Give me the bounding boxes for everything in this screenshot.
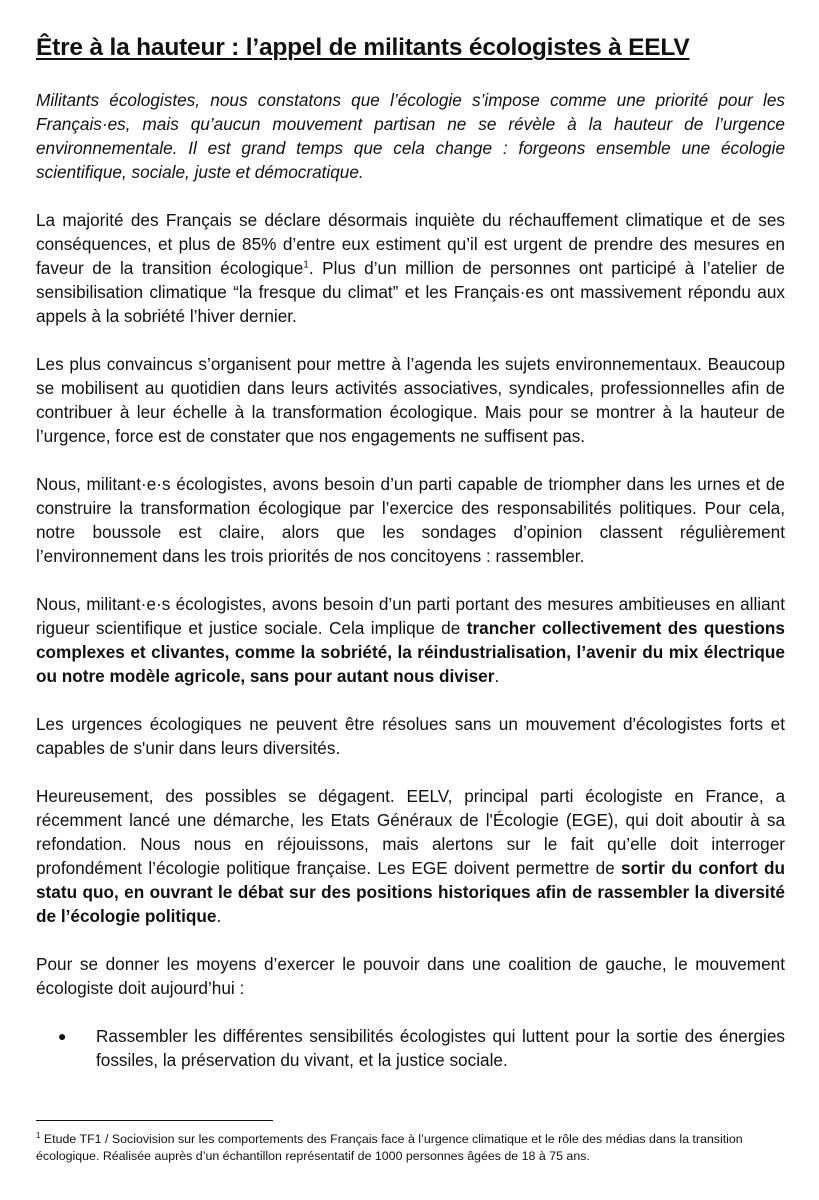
footnote-ref[interactable]: 1 (303, 259, 309, 271)
paragraph-4 (36, 592, 785, 688)
paragraph-2: Les plus convaincus s’organisent pour mettre à l’agenda les sujets environnementaux. Beaucoup se mobilisent au quotidien dans leurs activités associatives, syndicales, professionnelles afin de contribuer à leur échelle à la transformation écologique. Mais pour se montrer à la hauteur de l’urgence, force est de constater que nos engagements ne suffisent pas. (36, 354, 785, 446)
paragraph-1 (36, 208, 785, 328)
list-item (36, 1024, 785, 1072)
paragraph-4-text-a: Nous, militant·e·s écologistes, avons besoin d’un parti portant des mesures ambitieuses en alliant rigueur scientifique et justice sociale. Cela implique de (36, 594, 785, 638)
paragraph-6 (36, 784, 785, 928)
intro-paragraph: Militants écologistes, nous constatons que l’écologie s’impose comme une priorité pour les Français·es, mais qu’aucun mouvement partisan ne se révèle à la hauteur de l’urgence environnementale. Il est grand temps que cela change : forgeons ensemble une écologie scientifique, sociale, juste et démocratique. (36, 90, 785, 182)
paragraph-6-bold: sortir du confort du statu quo, en ouvrant le débat sur des positions historiques afin de rassembler la diversité de l’écologie politique (36, 858, 785, 926)
footnote-number: 1 (36, 1130, 41, 1140)
footnote-text (36, 1131, 785, 1165)
paragraph-4-text-b: . (494, 666, 500, 686)
paragraph-3: Nous, militant·e·s écologistes, avons besoin d’un parti capable de triompher dans les urnes et de construire la transformation écologique par l’exercice des responsabilités politiques. Pour cela, notre boussole est claire, alors que les sondages d’opinion classent régulièrement l’environnement dans les trois priorités de nos concitoyens : rassembler. (36, 474, 785, 566)
paragraph-1-text-a: La majorité des Français se déclare désormais inquiète du réchauffement climatique et de ses conséquences, et plus de 85% d’entre eux estiment qu’il est urgent de prendre des mesures en faveur de la transition écologique (36, 210, 785, 278)
paragraph-4-bold: trancher collectivement des questions complexes et clivantes, comme la sobriété, la réindustrialisation, l’avenir du mix électrique ou notre modèle agricole, sans pour autant nous diviser (36, 618, 785, 686)
document-title: Être à la hauteur : l’appel de militants écologistes à EELV (36, 34, 690, 61)
paragraph-1-text-b: . Plus d’un million de personnes ont participé à l’atelier de sensibilisation climatique “la fresque du climat” et les Français·es ont massivement répondu aux appels à la sobriété l’hiver dernier. (36, 258, 785, 326)
paragraph-7: Pour se donner les moyens d’exercer le pouvoir dans une coalition de gauche, le mouvement écologiste doit aujourd’hui : (36, 954, 785, 998)
list-item-text: Rassembler les différentes sensibilités écologistes qui luttent pour la sortie des énergies fossiles, la préservation du vivant, et la justice sociale. (96, 1026, 785, 1070)
paragraph-5: Les urgences écologiques ne peuvent être résolues sans un mouvement d'écologistes forts et capables de s'unir dans leurs diversités. (36, 714, 785, 758)
paragraph-6-text-a: Heureusement, des possibles se dégagent. EELV, principal parti écologiste en France, a récemment lancé une démarche, les Etats Généraux de l'Écologie (EGE), qui doit aboutir à sa refondation. Nous nous en réjouissons, mais alertons sur le fait qu’elle doit interroger profondément l’écologie politique française. Les EGE doivent permettre de (36, 786, 785, 878)
footnotes (36, 1120, 785, 1165)
paragraph-6-text-b: . (216, 906, 222, 926)
bullet-icon: ● (58, 1028, 67, 1044)
footnote-divider (36, 1120, 273, 1121)
bullet-list (36, 1024, 785, 1072)
footnote-body: Etude TF1 / Sociovision sur les comportements des Français face à l’urgence climatique et le rôle des médias dans la transition écologique. Réalisée auprès d’un échantillon représentatif de 1000 personnes âgées de 18 à 75 ans. (36, 1132, 743, 1163)
